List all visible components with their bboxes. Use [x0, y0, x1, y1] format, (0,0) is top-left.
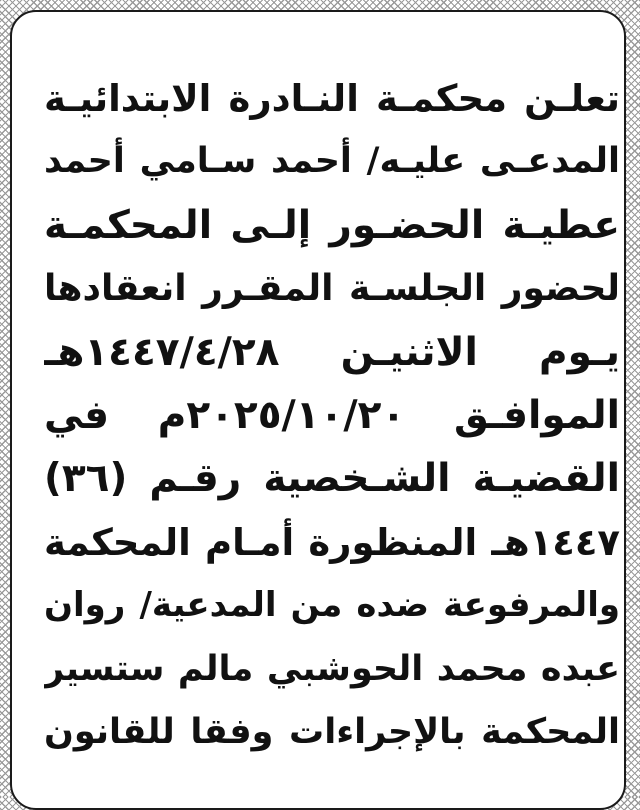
notice-line-8: ١٤٤٧هـ المنظورة أمـام المحكمة: [44, 520, 620, 564]
notice-line-11: المحكمة بالإجراءات وفقا للقانون: [44, 711, 620, 752]
notice-line-5: يـوم الاثنيـن ١٤٤٧/٤/٢٨هـ: [44, 329, 620, 375]
notice-card: [10, 10, 626, 810]
notice-line-3: عطيـة الحضـور إلـى المحكمـة: [44, 202, 620, 248]
notice-line-10: عبده محمد الحوشبي مالم ستسير: [44, 648, 620, 689]
notice-line-1: تعلـن محكمـة النـادرة الابتدائيـة: [44, 77, 620, 120]
notice-line-2: المدعـى عليـه/ أحمد سـامي أحمد: [44, 141, 620, 182]
notice-line-6: الموافـق ٢٠٢٥/١٠/٢٠م في: [44, 392, 620, 438]
notice-line-7: القضيـة الشـخصية رقـم (٣٦): [44, 456, 620, 502]
notice-body: [44, 67, 620, 764]
notice-line-9: والمرفوعة ضده من المدعية/ روان: [44, 585, 620, 626]
notice-line-4: لحضور الجلسـة المقـرر انعقادها: [44, 268, 620, 310]
